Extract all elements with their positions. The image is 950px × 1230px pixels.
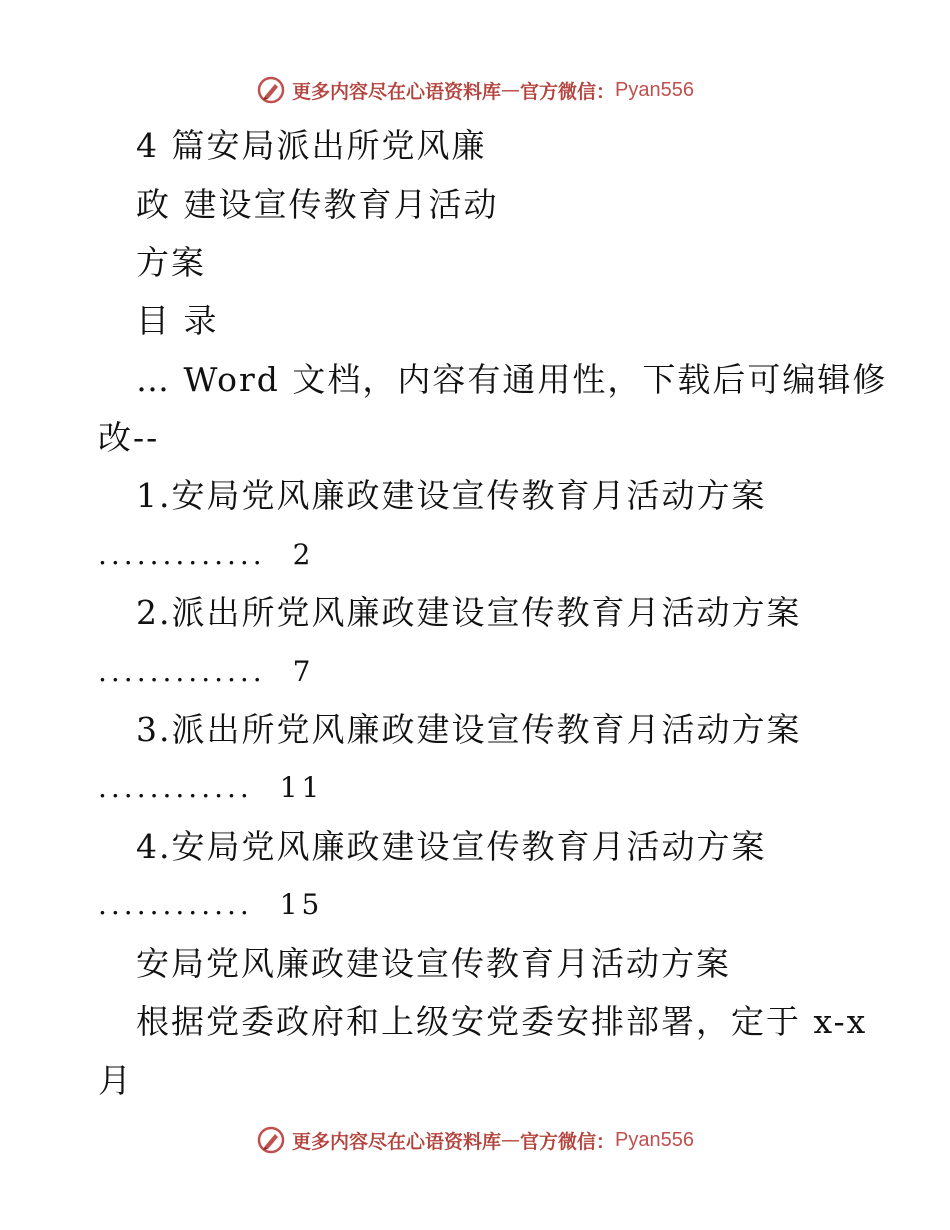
footer-banner <box>0 1120 950 1160</box>
banner-contact-id: Pyan556 <box>615 78 694 101</box>
banner-title: 更多内容尽在心语资料库 <box>292 80 502 103</box>
toc-leader-dots: ............. <box>98 655 266 688</box>
toc-entry-leader[interactable] <box>98 535 314 575</box>
banner-contact-label: 官方微信： <box>520 80 616 103</box>
note-line-2: 改-- <box>98 418 160 457</box>
toc-leader-dots: ............ <box>98 771 253 804</box>
toc-leader-dots: ............ <box>98 888 253 921</box>
body-line-1: 根据党委政府和上级安党委安排部署，定于 x-x <box>136 1002 868 1041</box>
toc-heading: 目 录 <box>136 301 219 340</box>
section-title: 安局党风廉政建设宣传教育月活动方案 <box>136 944 731 983</box>
banner-separator: — <box>501 1129 521 1151</box>
body-line-2: 月 <box>98 1061 133 1100</box>
toc-page-number: 2 <box>292 538 315 571</box>
title-line-1: 4 篇安局派出所党风廉 <box>136 126 487 165</box>
banner-contact-id: Pyan556 <box>615 1128 694 1151</box>
title-line-3: 方案 <box>136 243 206 282</box>
note-line-1: … Word 文档，内容有通用性，下载后可编辑修 <box>136 360 888 399</box>
toc-entry-leader[interactable] <box>98 885 323 925</box>
toc-entry-label[interactable]: 2.派出所党风廉政建设宣传教育月活动方案 <box>136 593 802 632</box>
toc-page-number: 7 <box>292 655 315 688</box>
pen-logo-icon <box>256 1125 286 1155</box>
toc-entry-label[interactable]: 3.派出所党风廉政建设宣传教育月活动方案 <box>136 710 802 749</box>
title-line-2: 政 建设宣传教育月活动 <box>136 185 499 224</box>
banner-separator: — <box>501 79 521 101</box>
toc-entry-label[interactable]: 4.安局党风廉政建设宣传教育月活动方案 <box>136 827 767 866</box>
pen-logo-icon <box>256 75 286 105</box>
toc-page-number: 15 <box>279 888 324 921</box>
toc-entry-label[interactable]: 1.安局党风廉政建设宣传教育月活动方案 <box>136 476 767 515</box>
header-banner <box>0 70 950 110</box>
banner-contact-label: 官方微信： <box>520 1130 616 1153</box>
toc-leader-dots: ............. <box>98 538 266 571</box>
toc-entry-leader[interactable] <box>98 652 314 692</box>
toc-entry-leader[interactable] <box>98 768 323 808</box>
banner-title: 更多内容尽在心语资料库 <box>292 1130 502 1153</box>
toc-page-number: 11 <box>279 771 324 804</box>
